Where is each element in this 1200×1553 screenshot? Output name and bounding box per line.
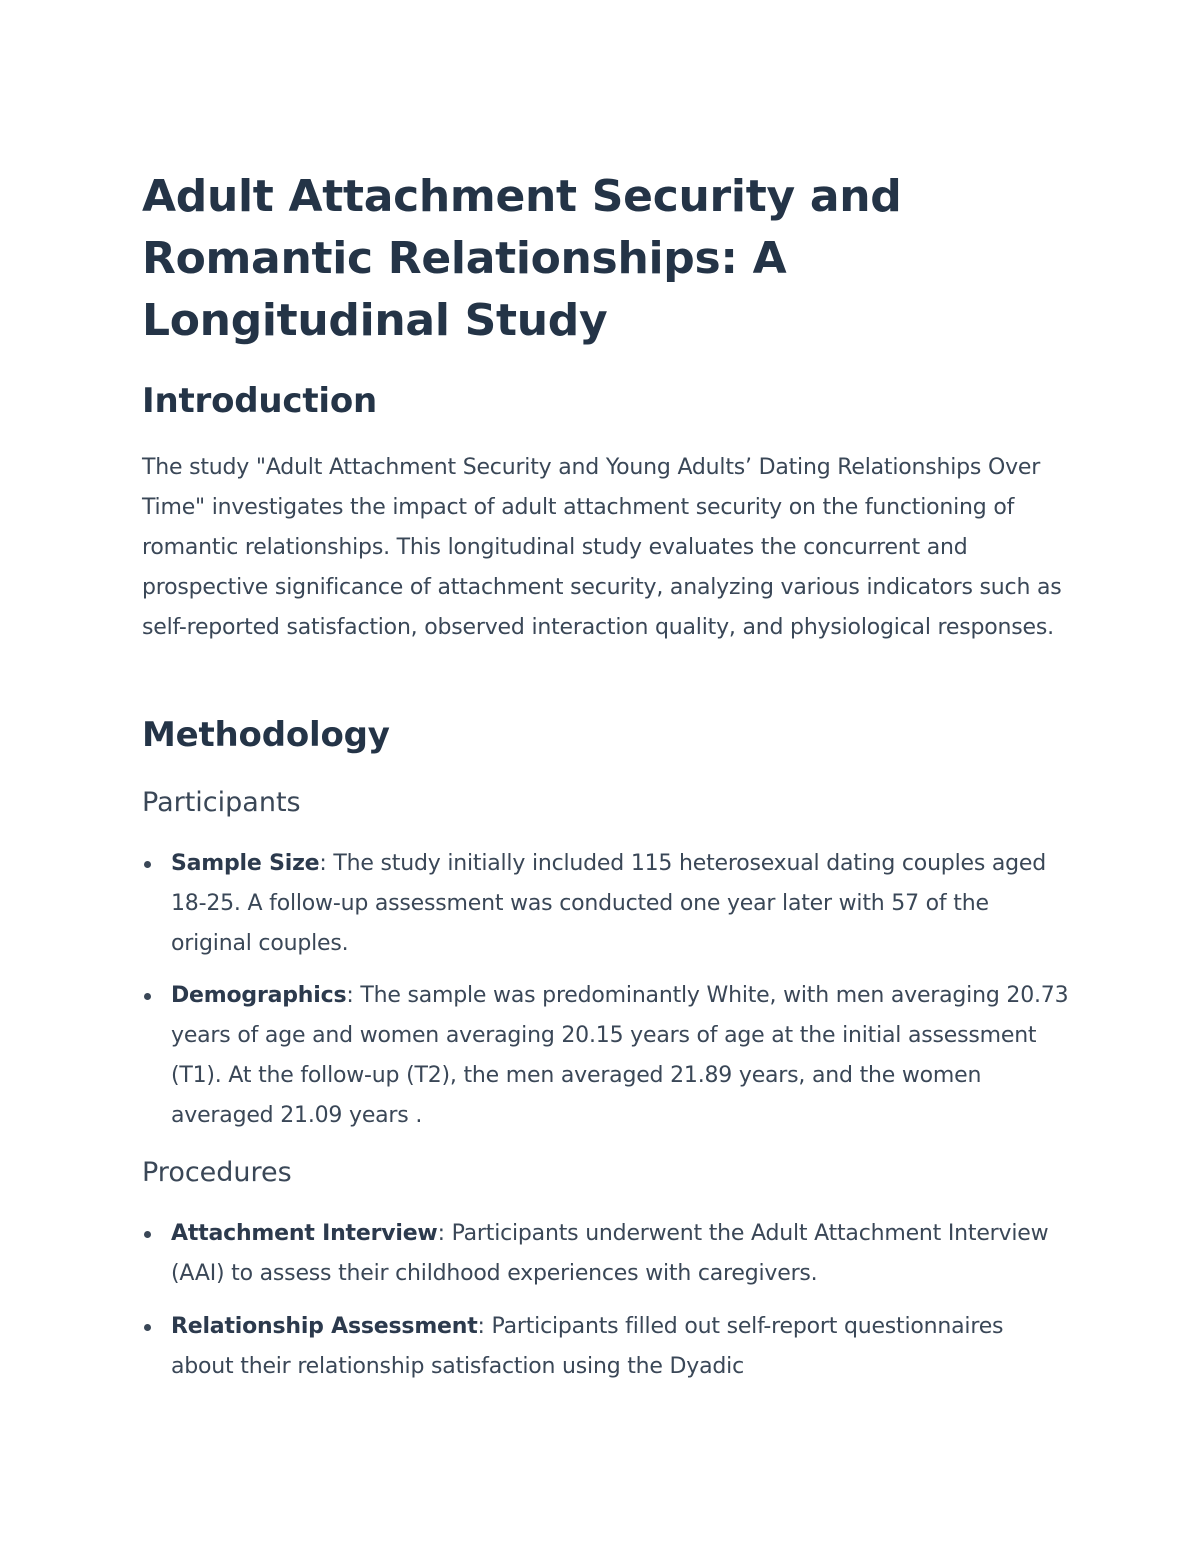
list-item-term: Attachment Interview [171,1221,438,1246]
document-title: Adult Attachment Security and Romantic Relationships: A Longitudinal Study [142,171,902,346]
list-item-term: Relationship Assessment [171,1314,478,1339]
procedures-heading: Procedures [142,1157,292,1188]
list-item-text: : The study initially included 115 heterosexual dating couples aged 18-25. A follow-up assessment was conducted one year later with 57 of the original couples. [171,851,1047,956]
list-item-text: : Participants filled out self-report questionnaires about their relationship satisfaction using the Dyadic [171,1314,1004,1379]
list-item-term: Sample Size [171,851,320,876]
bullet-icon [144,861,151,868]
participants-heading: Participants [142,787,301,818]
bullet-icon [144,1231,151,1238]
participants-list [142,844,1072,1136]
list-item [142,844,1072,976]
list-item-text: : The sample was predominantly White, with men averaging 20.73 years of age and women averaging 20.15 years of age at the initial assessment (T1). At the follow-up (T2), the men averaged 21.89 years, and the women averaged 21.09 years . [171,983,1069,1128]
introduction-paragraph: The study "Adult Attachment Security and Young Adults’ Dating Relationships Over Time" investigates the impact of adult attachment security on the functioning of romantic relationships. This longitudinal study evaluates the concurrent and prospective significance of attachment security, analyzing various indicators such as self-reported satisfaction, observed interaction quality, and physiological responses. [142,455,1062,640]
list-item [142,976,1072,1136]
list-item-text: : Participants underwent the Adult Attachment Interview (AAI) to assess their childhood experiences with caregivers. [171,1221,1049,1286]
bullet-icon [144,1324,151,1331]
methodology-heading: Methodology [142,715,390,755]
introduction-heading: Introduction [142,381,378,421]
list-item [142,1214,1072,1307]
procedures-list [142,1214,1072,1387]
bullet-icon [144,993,151,1000]
list-item-term: Demographics [171,983,347,1008]
list-item [142,1307,1072,1387]
